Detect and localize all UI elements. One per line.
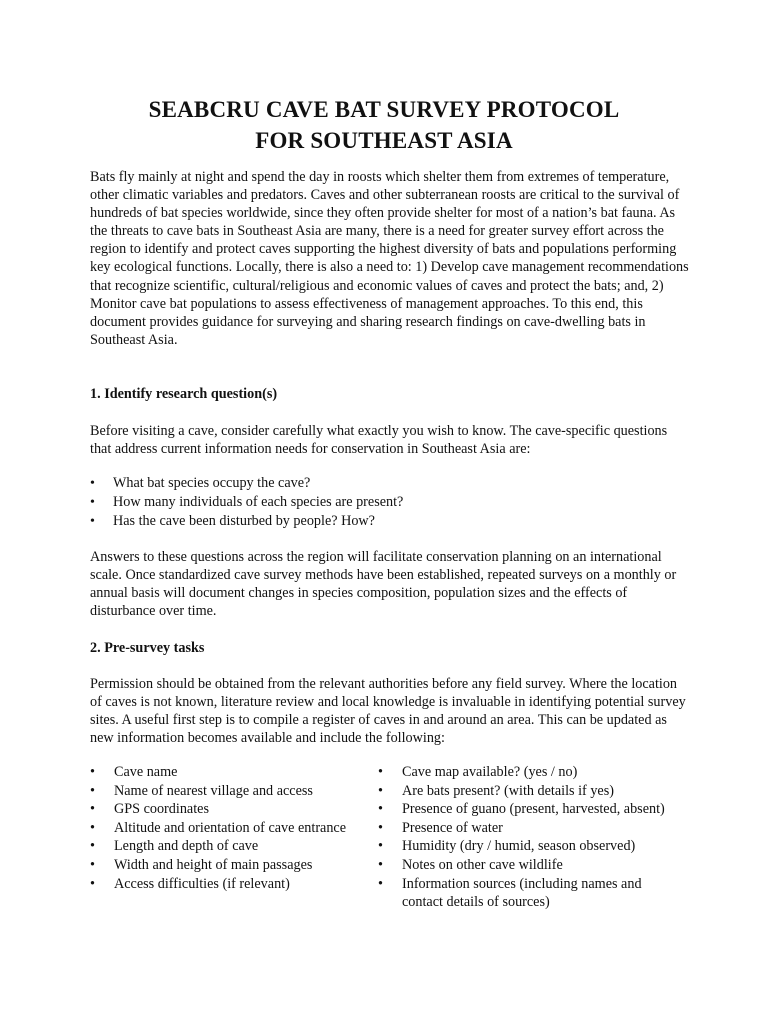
list-item: • Are bats present? (with details if yes) — [378, 782, 678, 801]
list-item: • Notes on other cave wildlife — [378, 856, 678, 875]
section-1-paragraph: Before visiting a cave, consider carefully what exactly you wish to know. The cave-specific questions that address current information needs for conservation in Southeast Asia are: — [90, 423, 668, 458]
register-list-left — [90, 763, 375, 893]
list-item: • GPS coordinates — [90, 800, 375, 819]
section-1-heading: 1. Identify research question(s) — [90, 386, 278, 402]
title-line-1: SEABCRU CAVE BAT SURVEY PROTOCOL — [148, 97, 620, 122]
section-1-followup: Answers to these questions across the region will facilitate conservation planning on an international scale. Once standardized cave survey methods have been established, repeated surveys on a monthly or annual basis will document changes in species composition, population sizes and the effects of disturbance over time. — [90, 549, 677, 620]
section-2-paragraph: Permission should be obtained from the relevant authorities before any field survey. Where the location of caves is not known, literature review and local knowledge is invaluable in identifying potential survey sites. A useful first step is to compile a register of caves in and around an area. This can be updated as new information becomes available and include the following: — [90, 676, 686, 747]
list-item: • Name of nearest village and access — [90, 782, 375, 801]
section-2-heading: 2. Pre-survey tasks — [90, 640, 205, 656]
list-item: • Length and depth of cave — [90, 837, 375, 856]
list-item: • Altitude and orientation of cave entrance — [90, 819, 375, 838]
list-item: • Has the cave been disturbed by people? How? — [90, 512, 403, 531]
list-item: • Width and height of main passages — [90, 856, 375, 875]
list-item: • Cave map available? (yes / no) — [378, 763, 678, 782]
research-questions-list — [90, 474, 403, 531]
title-line-2: FOR SOUTHEAST ASIA — [255, 128, 513, 153]
intro-paragraph: Bats fly mainly at night and spend the day in roosts which shelter them from extremes of temperature, other climatic variables and predators. Caves and other subterranean roosts are critical to the survival of hundreds of bat species worldwide, since they often provide shelter for most of a nation’s bat fauna. As the threats to cave bats in Southeast Asia are many, there is a need for greater survey effort across the region to identify and protect caves supporting the highest diversity of bats and populations performing key ecological functions. Locally, there is also a need to: 1) Develop cave management recommendations that recognize scientific, cultural/religious and economic values of caves and protect the bats; and, 2) Monitor cave bat populations to assess effectiveness of management approaches. To this end, this document provides guidance for surveying and sharing research findings on cave-dwelling bats in Southeast Asia. — [90, 169, 689, 348]
list-item: • Presence of water — [378, 819, 678, 838]
list-item: • What bat species occupy the cave? — [90, 474, 403, 493]
list-item: • Cave name — [90, 763, 375, 782]
list-item: • Humidity (dry / humid, season observed) — [378, 837, 678, 856]
list-item: • Information sources (including names and contact details of sources) — [378, 875, 678, 912]
list-item: • Access difficulties (if relevant) — [90, 875, 375, 894]
register-list-right — [378, 763, 678, 912]
list-item: • Presence of guano (present, harvested, absent) — [378, 800, 678, 819]
list-item: • How many individuals of each species are present? — [90, 493, 403, 512]
document-title — [0, 94, 768, 156]
